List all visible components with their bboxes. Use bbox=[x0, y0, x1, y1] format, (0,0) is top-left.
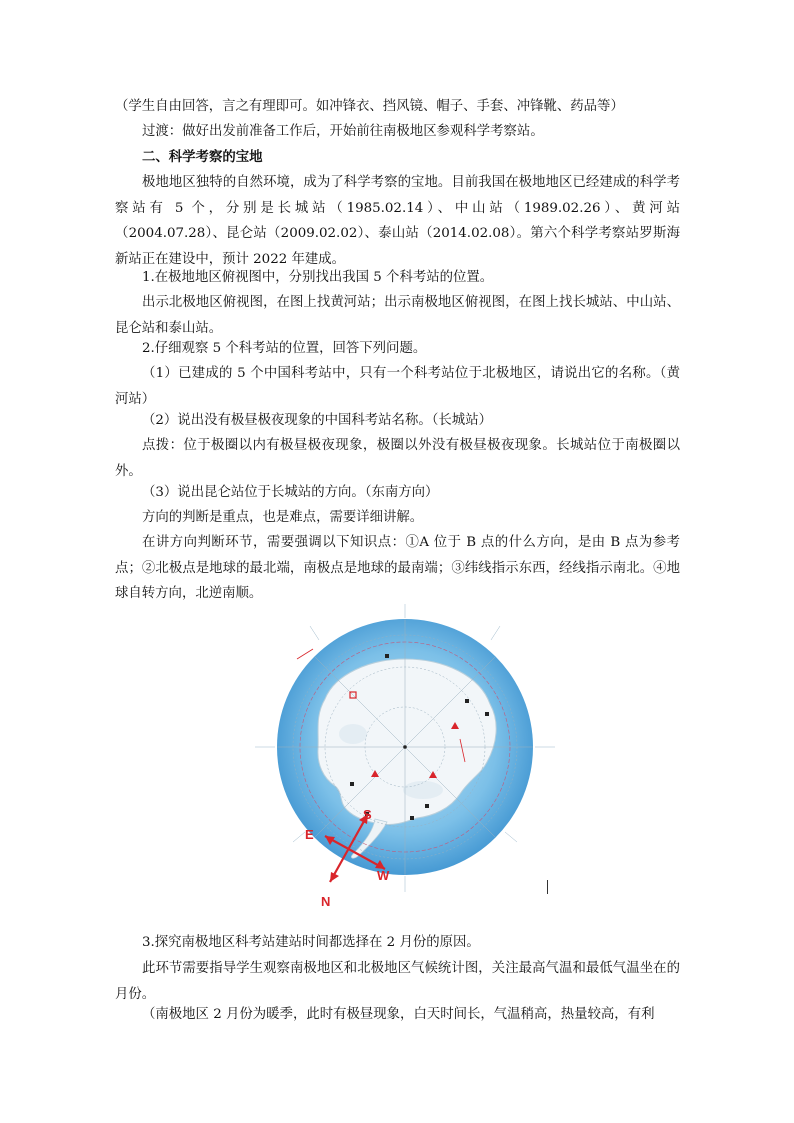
paragraph-task-3: 3.探究南极地区科考站建站时间都选择在 2 月份的原因。 bbox=[142, 935, 480, 950]
paragraph-question-3: （3）说出昆仑站位于长城站的方向。（东南方向） bbox=[142, 485, 439, 500]
antarctic-map-figure bbox=[255, 604, 555, 914]
paragraph-question-2: （2）说出没有极昼极夜现象的中国科考站名称。（长城站） bbox=[142, 413, 492, 428]
paragraph-knowledge-points: 在讲方向判断环节，需要强调以下知识点：①A 位于 B 点的什么方向，是由 B 点为参考点；②北极点是地球的最北端，南极点是地球的最南端；③纬线指示东西，经线指示南北。④地球自转方向，北逆南顺。 bbox=[115, 535, 680, 601]
paragraph-question-1: （1）已建成的 5 个中国科考站中，只有一个科考站位于北极地区，请说出它的名称。（黄河站） bbox=[115, 366, 680, 407]
paragraph-reason: （南极地区 2 月份为暖季，此时有极昼现象，白天时间长，气温稍高，热量较高，有利 bbox=[142, 1007, 655, 1022]
section-heading: 二、科学考察的宝地 bbox=[142, 149, 263, 165]
paragraph-show-maps: 出示北极地区俯视图，在图上找黄河站；出示南极地区俯视图，在图上找长城站、中山站、昆仑站和泰山站。 bbox=[115, 295, 680, 336]
compass-east-label: E bbox=[305, 827, 314, 842]
compass-north-label: N bbox=[321, 894, 331, 909]
paragraph-student-answer: （学生自由回答，言之有理即可。如冲锋衣、挡风镜、帽子、手套、冲锋靴、药品等） bbox=[115, 99, 624, 114]
antarctic-map bbox=[255, 604, 555, 914]
paragraph-task-1: 1.在极地地区俯视图中，分别找出我国 5 个科考站的位置。 bbox=[142, 270, 494, 285]
paragraph-transition: 过渡：做好出发前准备工作后，开始前往南极地区参观科学考察站。 bbox=[142, 124, 544, 139]
compass-west-label: W bbox=[377, 868, 390, 883]
paragraph-key-point: 方向的判断是重点，也是难点，需要详细讲解。 bbox=[142, 510, 424, 525]
paragraph-task-2: 2.仔细观察 5 个科考站的位置，回答下列问题。 bbox=[142, 341, 427, 356]
filchner-ice-shelf bbox=[339, 724, 367, 744]
paragraph-hint: 点拨：位于极圈以内有极昼极夜现象，极圈以外没有极昼极夜现象。长城站位于南极圈以外。 bbox=[115, 438, 680, 479]
paragraph-climate-charts: 此环节需要指导学生观察南极地区和北极地区气候统计图，关注最高气温和最低气温坐在的月份。 bbox=[115, 961, 680, 1002]
paragraph-research-stations: 极地地区独特的自然环境，成为了科学考察的宝地。目前我国在极地地区已经建成的科学考察站有 5 个，分别是长城站（1985.02.14）、中山站（1989.02.26）、黄河站（2004.07.28）、昆仑站（2009.02.02）、泰山站（2014.02.08）。第六个科学考察站罗斯海新站正在建设中，预计 2022 年建成。 bbox=[115, 175, 680, 267]
compass-south-label: S bbox=[363, 807, 372, 822]
text-cursor-mark bbox=[547, 880, 548, 894]
ross-ice-shelf bbox=[403, 781, 443, 799]
